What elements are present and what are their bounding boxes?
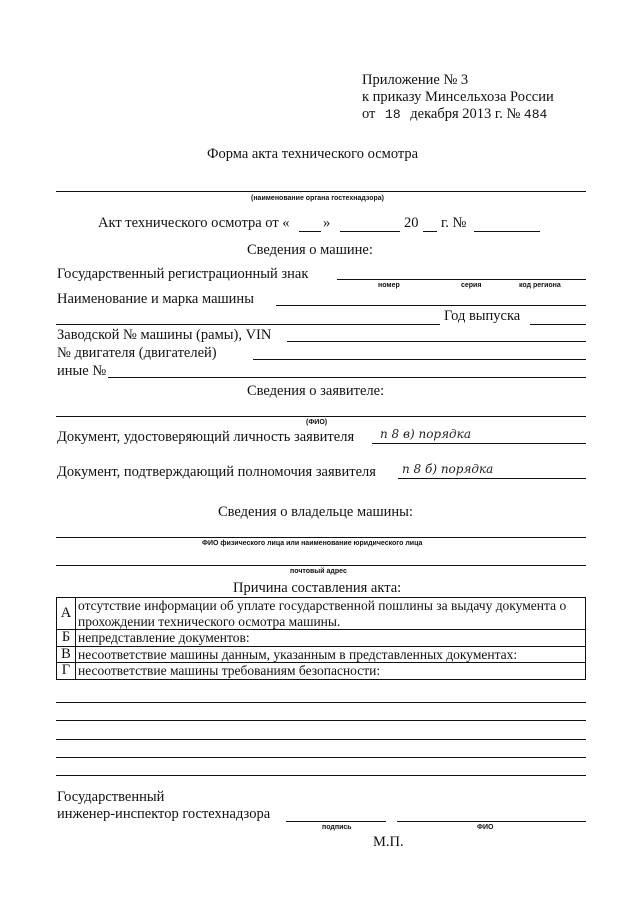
reg-series-caption: серия — [461, 282, 482, 289]
reason-letter: В — [57, 646, 76, 663]
signature-caption: подпись — [322, 824, 352, 831]
reason-row-c — [57, 646, 586, 663]
act-year-prefix: 20 — [404, 215, 419, 231]
name-brand-line-2[interactable] — [56, 324, 440, 325]
engine-label: № двигателя (двигателей) — [57, 345, 217, 361]
id-document-label: Документ, удостоверяющий личность заявителя — [57, 429, 355, 445]
appendix-number: Приложение № 3 — [362, 72, 469, 88]
reason-letter: А — [57, 598, 76, 630]
reason-text: несоответствие машины данным, указанным в представленных документах: — [76, 646, 586, 663]
year-line[interactable] — [530, 324, 586, 325]
owner-address-caption: почтовый адрес — [290, 568, 347, 575]
signature-line[interactable] — [286, 821, 386, 822]
act-month-blank[interactable] — [340, 231, 400, 232]
order-number: 484 — [523, 107, 548, 122]
authority-document-handwritten-note: п 8 б) порядка — [402, 462, 494, 476]
form-title: Форма акта технического осмотра — [207, 146, 419, 162]
act-day-blank[interactable] — [299, 231, 321, 232]
notes-line[interactable] — [56, 720, 586, 721]
reason-row-a — [57, 598, 586, 630]
reg-sign-label: Государственный регистрационный знак — [57, 266, 309, 282]
stamp-place: М.П. — [373, 834, 404, 850]
applicant-fio-caption: (ФИО) — [306, 419, 328, 426]
reason-row-b — [57, 630, 586, 647]
other-numbers-label: иные № — [57, 363, 107, 379]
reason-letter: Б — [57, 630, 76, 647]
machine-heading: Сведения о машине: — [247, 242, 373, 258]
notes-line[interactable] — [56, 775, 586, 776]
year-label: Год выпуска — [444, 308, 521, 324]
notes-line[interactable] — [56, 702, 586, 703]
order-day: 18 — [385, 107, 401, 122]
inspector-fio-line[interactable] — [397, 821, 586, 822]
order-date-line — [362, 106, 547, 123]
inspector-fio-caption: ФИО — [477, 824, 494, 831]
serial-line[interactable] — [287, 341, 586, 342]
reasons-table — [56, 597, 586, 680]
applicant-heading: Сведения о заявителе: — [247, 383, 385, 399]
applicant-fio-line[interactable] — [56, 416, 586, 417]
inspector-title-line1: Государственный — [57, 789, 165, 805]
reason-letter: Г — [57, 663, 76, 680]
act-number-label: г. № — [441, 215, 467, 231]
name-brand-line[interactable] — [276, 305, 586, 306]
act-label: Акт технического осмотра от « — [98, 215, 290, 231]
id-document-handwritten-note: п 8 в) порядка — [380, 427, 471, 441]
id-document-line[interactable] — [372, 443, 586, 444]
authority-document-line[interactable] — [398, 478, 586, 479]
act-year-blank[interactable] — [423, 231, 437, 232]
notes-line[interactable] — [56, 757, 586, 758]
inspector-title-line2: инженер-инспектор гостехнадзора — [57, 806, 271, 822]
owner-fio-line[interactable] — [56, 537, 586, 538]
name-brand-label: Наименование и марка машины — [57, 291, 254, 307]
notes-line[interactable] — [56, 739, 586, 740]
owner-address-line[interactable] — [56, 565, 586, 566]
reasons-heading: Причина составления акта: — [233, 580, 402, 596]
authority-line — [56, 191, 586, 192]
other-numbers-line[interactable] — [108, 377, 586, 378]
act-number-blank[interactable] — [474, 231, 540, 232]
act-quote-close: » — [323, 215, 331, 231]
date-middle: декабря 2013 г. № — [410, 106, 521, 122]
reason-text: несоответствие машины требованиям безопасности: — [76, 663, 586, 680]
authority-caption: (наименование органа гостехнадзора) — [251, 195, 384, 202]
reason-row-d — [57, 663, 586, 680]
owner-fio-caption: ФИО физического лица или наименование юридического лица — [202, 540, 423, 547]
authority-document-label: Документ, подтверждающий полномочия заявителя — [57, 464, 376, 480]
serial-label: Заводской № машины (рамы), VIN — [57, 327, 272, 343]
reason-text: непредставление документов: — [76, 630, 586, 647]
reg-region-caption: код региона — [519, 282, 561, 289]
date-prefix: от — [362, 106, 376, 122]
engine-line[interactable] — [253, 359, 586, 360]
order-reference: к приказу Минсельхоза России — [362, 89, 554, 105]
reg-number-caption: номер — [378, 282, 400, 289]
reg-sign-line[interactable] — [337, 279, 586, 280]
owner-heading: Сведения о владельце машины: — [218, 504, 413, 520]
reason-text: отсутствие информации об уплате государственной пошлины за выдачу документа о прохождении технического осмотра машины. — [76, 598, 586, 630]
